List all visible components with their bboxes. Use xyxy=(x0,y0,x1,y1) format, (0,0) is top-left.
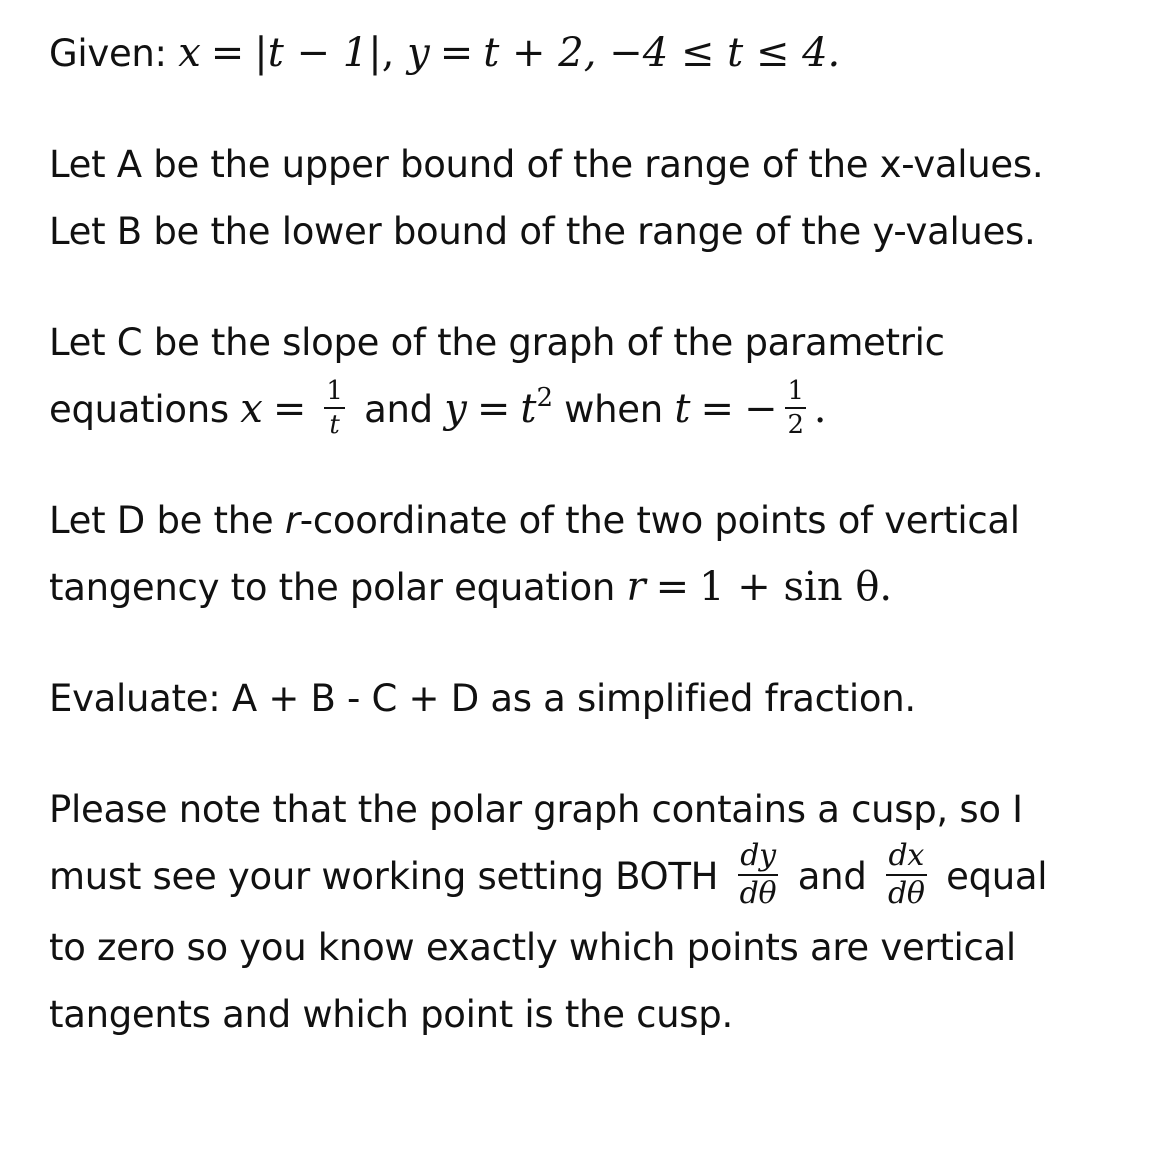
given-paragraph xyxy=(49,20,1139,87)
math-equals: = xyxy=(210,30,245,76)
note-line2: must see your working setting BOTH $\frac{dy}{d\theta}$ and $\frac{dx}{d\theta}$ equal xyxy=(49,837,1048,911)
fraction-one-over-t: $\frac{1}{t}$ xyxy=(326,375,343,440)
a-definition: Let A be the upper bound of the range of the x-values. xyxy=(49,143,1044,186)
note-line3: to zero so you know exactly which points are vertical xyxy=(49,925,1016,969)
math-y: y xyxy=(407,30,430,76)
evaluate-instruction: Evaluate: A + B - C + D as a simplified fraction. xyxy=(49,677,916,720)
math-equals: = xyxy=(700,386,734,432)
d-paragraph xyxy=(49,487,1139,621)
math-equals: = xyxy=(655,564,690,610)
fraction-dy-dtheta: $\frac{dy}{d\theta}$ xyxy=(739,837,777,911)
math-y: y xyxy=(444,386,467,432)
math-interval: −4 ≤ t ≤ 4. xyxy=(609,30,841,76)
r-coordinate-italic: r xyxy=(284,499,300,542)
note-line1: Please note that the polar graph contains a cusp, so I xyxy=(49,788,1023,831)
fraction-one-half: $\frac{1}{2}$ xyxy=(787,375,804,440)
math-comma: , xyxy=(381,30,395,76)
math-minus: − xyxy=(743,386,778,432)
given-line xyxy=(49,20,1139,87)
d-definition-line2: tangency to the polar equation r = 1 + sin θ. xyxy=(49,564,893,610)
math-t-squared: t xyxy=(520,386,537,432)
problem-document xyxy=(49,20,1139,1092)
note-line4: tangents and which point is the cusp. xyxy=(49,992,733,1036)
c-definition-line1: Let C be the slope of the graph of the parametric xyxy=(49,321,945,364)
c-definition-line2: equations x = $\frac{1}{t}$ and $y = t^2$ when t = − $\frac{1}{2}$ . xyxy=(49,375,827,440)
math-abs-expression: |t − 1| xyxy=(254,30,382,76)
math-t: t xyxy=(674,386,691,432)
math-r: r xyxy=(626,564,646,610)
math-equals: = xyxy=(272,386,307,432)
d-definition-line1: Let D be the r-coordinate of the two points of vertical xyxy=(49,499,1020,542)
math-y-expression: t + 2, xyxy=(483,30,597,76)
math-equals: = xyxy=(439,30,474,76)
math-polar-expression: 1 + sin θ xyxy=(699,564,880,610)
math-x: x xyxy=(178,30,201,76)
ab-paragraph xyxy=(49,131,1139,265)
math-equals: = xyxy=(476,386,511,432)
c-paragraph xyxy=(49,309,1139,443)
evaluate-paragraph xyxy=(49,665,1139,732)
given-label: Given: xyxy=(49,32,179,75)
math-x: x xyxy=(240,386,263,432)
fraction-dx-dtheta: $\frac{dx}{d\theta}$ xyxy=(887,837,925,911)
b-definition: Let B be the lower bound of the range of the y-values. xyxy=(49,210,1036,253)
math-exponent: 2 xyxy=(536,383,553,413)
note-paragraph xyxy=(49,776,1139,1048)
